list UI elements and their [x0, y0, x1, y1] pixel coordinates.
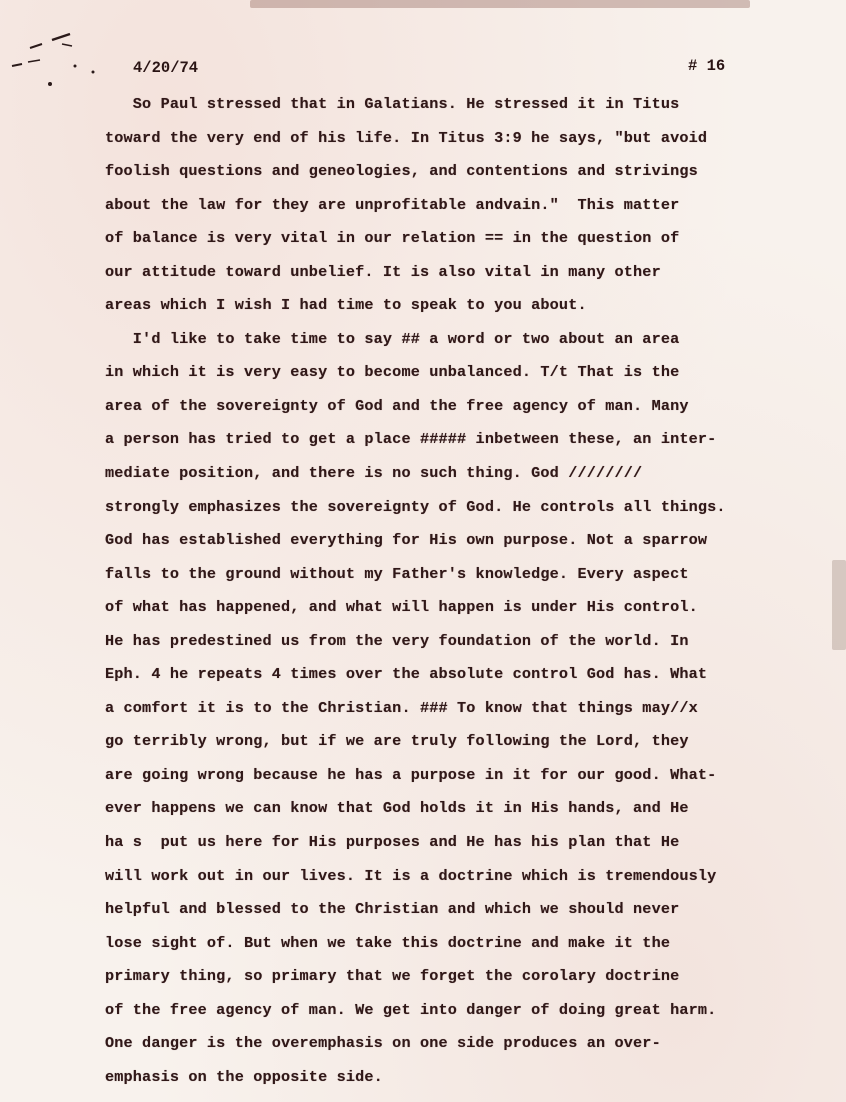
- text-line: are going wrong because he has a purpose in it for our good. What-: [105, 765, 717, 784]
- text-line: One danger is the overemphasis on one side produces an over-: [105, 1034, 661, 1053]
- text-line: our attitude toward unbelief. It is also vital in many other: [105, 262, 661, 281]
- text-line: ever happens we can know that God holds it in His hands, and He: [105, 799, 689, 818]
- text-line: about the law for they are unprofitable andvain." This matter: [105, 195, 680, 214]
- page-number: # 16: [688, 57, 726, 75]
- text-line: Eph. 4 he repeats 4 times over the absolute control God has. What: [105, 665, 708, 684]
- text-line: helpful and blessed to the Christian and which we should never: [105, 900, 680, 919]
- text-line: areas which I wish I had time to speak to you about.: [105, 296, 587, 315]
- text-line: I'd like to take time to say ## a word or two about an area: [105, 329, 680, 348]
- text-line: will work out in our lives. It is a doctrine which is tremendously: [105, 866, 717, 885]
- text-line: toward the very end of his life. In Titus 3:9 he says, "but avoid: [105, 128, 708, 147]
- text-line: area of the sovereignty of God and the free agency of man. Many: [105, 396, 689, 415]
- body-text: [105, 88, 805, 1094]
- text-line: ha s put us here for His purposes and He has his plan that He: [105, 833, 680, 852]
- text-line: primary thing, so primary that we forget the corolary doctrine: [105, 967, 680, 986]
- text-line: mediate position, and there is no such thing. God ////////: [105, 464, 643, 483]
- text-line: God has established everything for His own purpose. Not a sparrow: [105, 531, 708, 550]
- text-line: of what has happened, and what will happen is under His control.: [105, 598, 698, 617]
- text-line: emphasis on the opposite side.: [105, 1067, 383, 1086]
- text-line: So Paul stressed that in Galatians. He stressed it in Titus: [105, 95, 680, 113]
- text-line: He has predestined us from the very foundation of the world. In: [105, 631, 689, 650]
- text-line: strongly emphasizes the sovereignty of God. He controls all things.: [105, 497, 726, 516]
- text-line: a comfort it is to the Christian. ### To know that things may//x: [105, 698, 698, 717]
- page-date: 4/20/74: [133, 59, 199, 77]
- text-line: go terribly wrong, but if we are truly following the Lord, they: [105, 732, 689, 751]
- text-line: falls to the ground without my Father's knowledge. Every aspect: [105, 564, 689, 583]
- text-line: of the free agency of man. We get into danger of doing great harm.: [105, 1000, 717, 1019]
- text-line: a person has tried to get a place ##### inbetween these, an inter-: [105, 430, 717, 449]
- paper-edge-mark: [832, 560, 846, 650]
- text-line: in which it is very easy to become unbalanced. T/t That is the: [105, 363, 680, 382]
- text-line: lose sight of. But when we take this doctrine and make it the: [105, 933, 671, 952]
- text-line: foolish questions and geneologies, and contentions and strivings: [105, 162, 698, 181]
- text-line: of balance is very vital in our relation == in the question of: [105, 229, 680, 248]
